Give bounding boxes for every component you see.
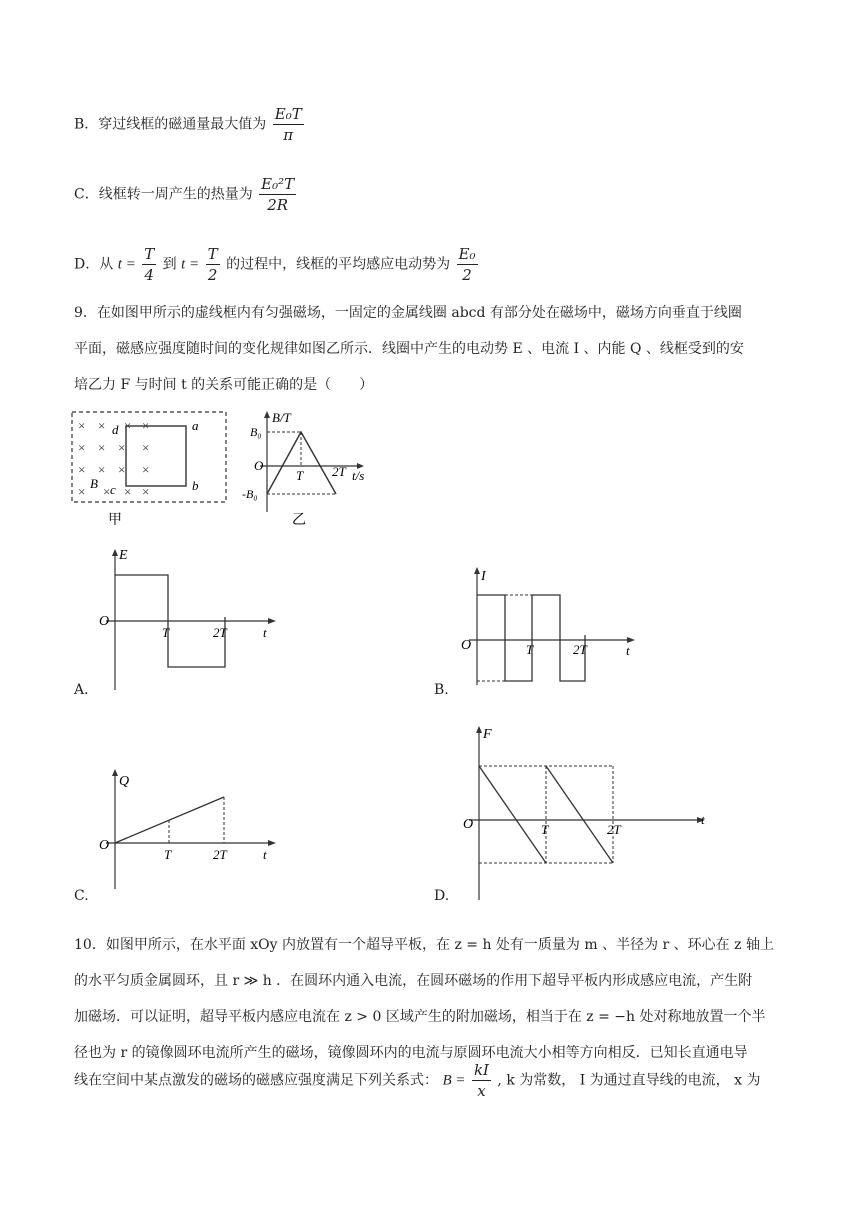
frac-denominator: x — [477, 1082, 486, 1100]
svg-text:×: × — [142, 440, 150, 455]
option-c — [74, 174, 298, 215]
origin-label: O — [99, 838, 110, 853]
frac-numerator: E₀T — [274, 105, 302, 123]
option-b — [74, 104, 306, 145]
axis-label-t: t — [701, 812, 705, 827]
frac-numerator: T — [144, 245, 155, 263]
tick-t: T — [541, 822, 549, 837]
axis-label-t: t — [626, 643, 630, 658]
axis-label-q: Q — [119, 774, 130, 789]
svg-text:×: × — [124, 418, 132, 433]
caption-yi: 乙 — [292, 513, 306, 528]
option-c-fraction — [259, 174, 296, 215]
q10-line-1: 10．如图甲所示，在水平面 xOy 内放置有一个超导平板，在 z = h 处有一质量为 m 、半径为 r 、环心在 z 轴上 — [74, 937, 774, 953]
q10-line-5 — [74, 1060, 760, 1101]
axis-label-t: t/s — [352, 468, 365, 483]
tick-2t: 2T — [213, 847, 227, 862]
choice-d-label[interactable]: D. — [434, 888, 450, 904]
svg-text:×: × — [142, 462, 150, 477]
option-d-fraction-1 — [142, 244, 156, 285]
frac-denominator: 4 — [144, 266, 154, 284]
frac-numerator: E₀²T — [261, 175, 295, 193]
i-t-line — [477, 595, 585, 681]
frac-denominator: 2R — [267, 196, 289, 214]
frac-numerator: kI — [473, 1061, 489, 1079]
choice-a-label[interactable]: A. — [74, 682, 89, 698]
tick-2t: 2T — [332, 464, 346, 479]
svg-text:×: × — [118, 440, 126, 455]
option-d-text-3: 的过程中，线框的平均感应电动势为 — [226, 256, 451, 273]
label-b: b — [192, 478, 199, 493]
caption-jia: 甲 — [108, 513, 122, 528]
q9-line-2: 平面，磁感应强度随时间的变化规律如图乙所示．线圈中产生的电动势 E 、电流 I 、内能 Q 、线框受到的安 — [74, 341, 744, 357]
figure-yi — [240, 408, 375, 530]
option-b-fraction — [273, 104, 304, 145]
label-B: B — [90, 476, 98, 491]
option-d-fraction-2 — [206, 244, 220, 285]
svg-text:×: × — [118, 462, 126, 477]
origin-label: O — [461, 638, 472, 653]
option-d-fraction-3 — [457, 244, 478, 285]
f-t-line-2 — [546, 766, 613, 863]
svg-text:×: × — [78, 484, 86, 499]
t-variable: t = — [181, 256, 200, 273]
frac-denominator: 2 — [207, 266, 218, 284]
q10-line-5-text-b: , k 为常数， I 为通过直导线的电流， x 为 — [497, 1072, 761, 1089]
svg-text:×: × — [78, 440, 86, 455]
q10-line-3: 加磁场．可以证明，超导平板内感应电流在 z > 0 区域产生的附加磁场，相当于在 z = −h 处对称地放置一个半 — [74, 1009, 766, 1025]
frac-numerator: E₀ — [458, 245, 476, 263]
svg-text:×: × — [142, 418, 150, 433]
coil-abcd — [126, 426, 186, 486]
tick-t: T — [296, 468, 304, 483]
tick-neg-b0: -B₀ — [242, 487, 258, 501]
svg-text:×: × — [124, 484, 132, 499]
axis-label-t: t — [263, 625, 267, 640]
svg-text:×: × — [98, 462, 106, 477]
label-c: c — [110, 482, 116, 497]
axis-label-b: B/T — [272, 410, 291, 425]
tick-2t: 2T — [607, 822, 621, 837]
q9-line-3: 培乙力 F 与时间 t 的关系可能正确的是（ ） — [74, 377, 374, 393]
svg-text:×: × — [78, 462, 86, 477]
frac-numerator: T — [207, 245, 218, 263]
option-c-text: C．线框转一周产生的热量为 — [74, 186, 253, 203]
tick-2t: 2T — [213, 625, 227, 640]
tick-t: T — [526, 642, 534, 657]
graph-d-f-t — [455, 722, 715, 902]
choice-c-label[interactable]: C. — [74, 888, 89, 904]
option-b-text: B．穿过线框的磁通量最大值为 — [74, 116, 267, 133]
choice-b-label[interactable]: B. — [434, 682, 449, 698]
frac-denominator: 2 — [462, 266, 472, 284]
svg-text:×: × — [78, 418, 86, 433]
q9-line-1: 9．在如图甲所示的虚线框内有匀强磁场，一固定的金属线圈 abcd 有部分处在磁场中，磁场方向垂直于线圈 — [74, 305, 742, 321]
option-d-text-2: 到 — [162, 256, 182, 273]
svg-text:×: × — [98, 440, 106, 455]
graph-a-e-t — [96, 545, 286, 695]
svg-text:×: × — [103, 484, 111, 499]
formula-fraction — [472, 1060, 491, 1101]
tick-b0: B₀ — [250, 425, 262, 439]
q10-line-5-text-a: 线在空间中某点激发的磁场的磁感应强度满足下列关系式： — [74, 1072, 438, 1089]
tick-t: T — [164, 847, 172, 862]
figure-jia — [70, 408, 240, 530]
t-variable: t = — [117, 256, 136, 273]
q10-line-2: 的水平匀质金属圆环，且 r ≫ h ．在圆环内通入电流，在圆环磁场的作用下超导平板内形成感应电流，产生附 — [74, 973, 753, 989]
f-t-line-1 — [479, 766, 546, 863]
svg-text:×: × — [142, 484, 150, 499]
origin-label: O — [254, 458, 264, 473]
tick-t: T — [162, 625, 170, 640]
axis-label-t: t — [263, 847, 267, 862]
label-a: a — [192, 418, 199, 433]
formula-lhs: B = — [442, 1072, 466, 1089]
axis-label-i: I — [481, 569, 486, 584]
option-d-text-1: D．从 — [74, 256, 118, 273]
tick-2t: 2T — [573, 642, 587, 657]
q10-line-4: 径也为 r 的镜像圆环电流所产生的磁场，镜像圆环内的电流与原圆环电流大小相等方向相反．已知长直通电导 — [74, 1045, 748, 1061]
origin-label: O — [99, 614, 110, 629]
origin-label: O — [463, 817, 474, 832]
axis-label-f: F — [483, 727, 492, 742]
frac-denominator: π — [283, 126, 294, 144]
axis-label-e: E — [119, 548, 128, 563]
label-d: d — [112, 422, 119, 437]
graph-b-i-t — [455, 563, 645, 693]
svg-text:×: × — [98, 418, 106, 433]
graph-c-q-t — [96, 765, 286, 895]
option-d — [74, 244, 480, 285]
